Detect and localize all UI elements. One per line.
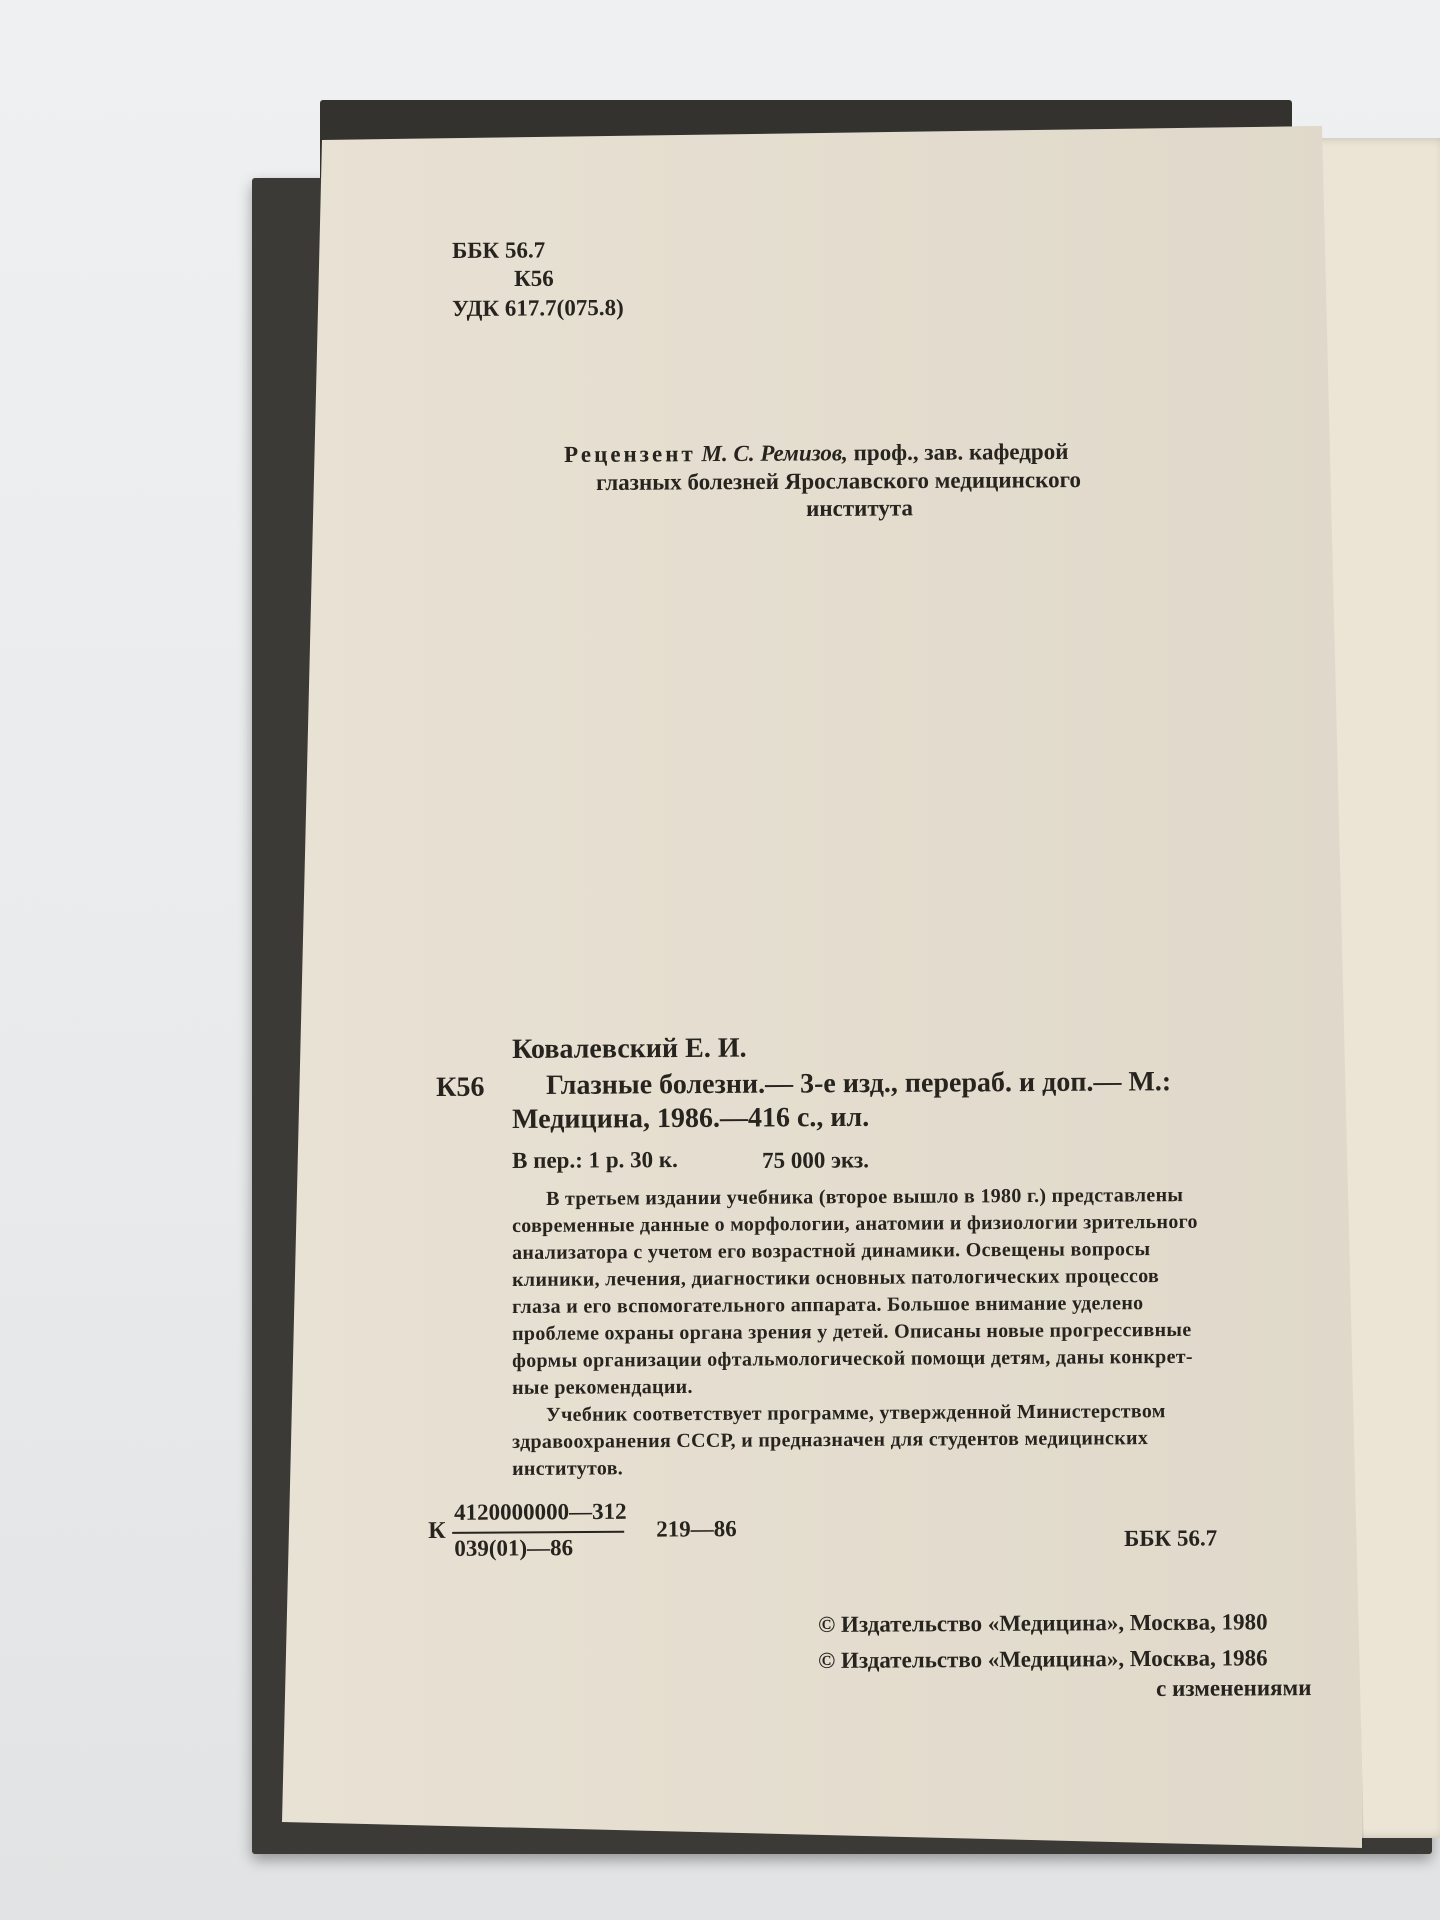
annotation-line: институтов. (512, 1457, 624, 1480)
annotation-line: глаза и его вспомогательного аппарата. Большое внимание уделено (512, 1292, 1144, 1318)
book-imprint-line: Медицина, 1986.—416 с., ил. (512, 1101, 870, 1135)
bbk-bottom: ББК 56.7 (1124, 1525, 1218, 1551)
copyright-1980: © Издательство «Медицина», Москва, 1980 (818, 1609, 1268, 1637)
annotation-line: В третьем издании учебника (второе вышло в 1980 г.) представлены (546, 1184, 1184, 1210)
reviewer-line-3: института (806, 495, 913, 521)
annotation-line: проблеме охраны органа зрения у детей. Описаны новые прогрессивные (512, 1318, 1192, 1345)
annotation-line: Учебник соответствует программе, утвержденной Министерством (546, 1400, 1166, 1426)
annotation-line: клиники, лечения, диагностики основных патологических процессов (512, 1265, 1160, 1291)
code-denominator: 039(01)—86 (454, 1535, 574, 1561)
copyright-note: с изменениями (1156, 1675, 1312, 1701)
annotation-line: современные данные о морфологии, анатомии и физиологии зрительного (512, 1210, 1198, 1237)
book-title-line: Глазные болезни.— 3-е изд., перераб. и доп.— М.: (546, 1066, 1172, 1101)
annotation-line: здравоохранения СССР, и предназначен для студентов медицинских (512, 1427, 1149, 1453)
book-price: В пер.: 1 р. 30 к. (512, 1146, 678, 1173)
reviewer-label: Рецензент (564, 441, 696, 467)
code-numerator: 4120000000—312 (453, 1498, 627, 1525)
author-mark: К56 (514, 265, 554, 291)
book-author: Ковалевский Е. И. (512, 1032, 747, 1065)
code-suffix: 219—86 (656, 1516, 737, 1542)
copyright-1986: © Издательство «Медицина», Москва, 1986 (818, 1645, 1268, 1673)
book-page (282, 126, 1362, 1848)
udk-index: УДК 617.7(075.8) (452, 294, 624, 321)
code-letter: К (428, 1517, 446, 1544)
print-run: 75 000 экз. (762, 1147, 870, 1173)
annotation-line: ные рекомендации. (512, 1375, 693, 1399)
reviewer-line-2: глазных болезней Ярославского медицинского (596, 467, 1081, 495)
annotation-line: анализатора с учетом его возрастной динамики. Освещены вопросы (512, 1238, 1151, 1264)
record-mark: К56 (436, 1071, 485, 1103)
reviewer-line-1 (564, 439, 1068, 468)
reviewer-title: проф., зав. кафедрой (853, 438, 1069, 466)
annotation-line: формы организации офтальмологической помощи детям, даны конкрет- (512, 1345, 1193, 1372)
reviewer-name: М. С. Ремизов, (701, 440, 848, 467)
bbk-index: ББК 56.7 (452, 237, 546, 263)
